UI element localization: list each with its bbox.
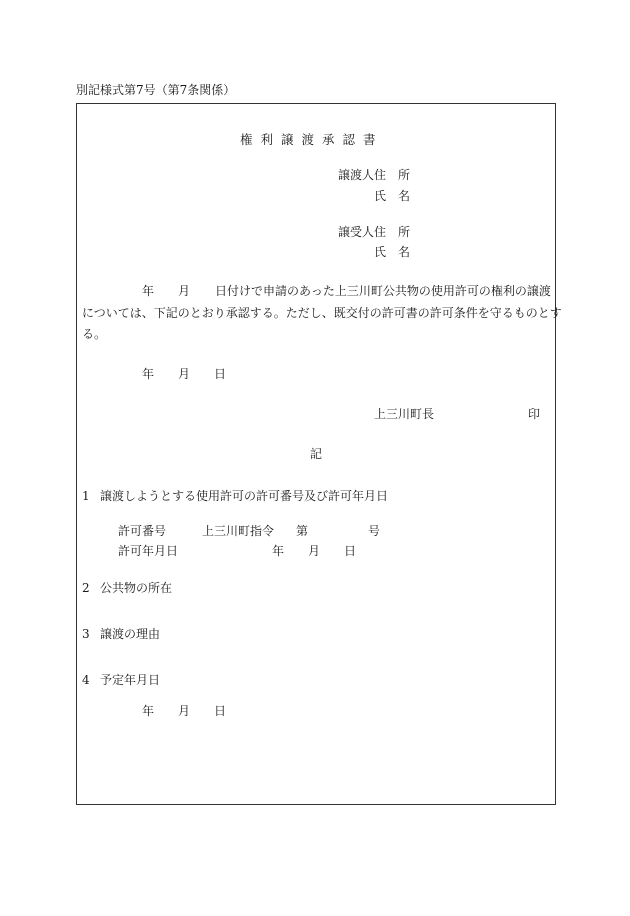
transferor-address-label: 住 所: [374, 168, 411, 182]
transferee-name-label: 氏 名: [374, 245, 411, 259]
body-text-line1: 日付けで申請のあった上三川町公共物の使用許可の権利の譲渡: [215, 284, 551, 298]
permit-date-day: 日: [344, 544, 357, 558]
document-title: 権利譲渡承認書: [240, 132, 384, 147]
item4-number: 4: [82, 673, 90, 687]
item1-label: 譲渡しようとする使用許可の許可番号及び許可年月日: [100, 489, 389, 503]
body-month: 月: [178, 284, 191, 298]
body-text-line2: については、下記のとおり承認する。ただし、既交付の許可書の許可条件を守るものとす: [82, 306, 562, 320]
item3-number: 3: [82, 627, 90, 641]
permit-number-dai: 第: [296, 524, 309, 538]
permit-number-go: 号: [368, 524, 381, 538]
planned-date-year: 年: [142, 704, 155, 718]
planned-date-month: 月: [178, 704, 191, 718]
transferor-label: 譲渡人: [338, 168, 375, 182]
transferor-name-label: 氏 名: [374, 189, 411, 203]
item2-number: 2: [82, 581, 90, 595]
date-day: 日: [214, 367, 227, 381]
permit-date-year: 年: [272, 544, 285, 558]
planned-date-day: 日: [214, 704, 227, 718]
permit-number-label: 許可番号: [118, 524, 167, 538]
permit-number-prefix: 上三川町指令: [202, 524, 275, 538]
transferee-address-label: 住 所: [374, 225, 411, 239]
form-caption: 別記様式第7号（第7条関係）: [76, 83, 236, 97]
item2-label: 公共物の所在: [100, 581, 173, 595]
body-text-line3: る。: [82, 327, 107, 341]
ki-heading: 記: [310, 447, 323, 461]
transferee-label: 譲受人: [338, 225, 375, 239]
permit-date-month: 月: [308, 544, 321, 558]
permit-date-label: 許可年月日: [118, 544, 179, 558]
mayor-title: 上三川町長: [374, 407, 435, 421]
date-month: 月: [178, 367, 191, 381]
item4-label: 予定年月日: [100, 673, 161, 687]
seal-mark: 印: [528, 407, 541, 421]
item3-label: 譲渡の理由: [100, 627, 161, 641]
body-year: 年: [142, 284, 155, 298]
item1-number: 1: [82, 489, 90, 503]
date-year: 年: [142, 367, 155, 381]
